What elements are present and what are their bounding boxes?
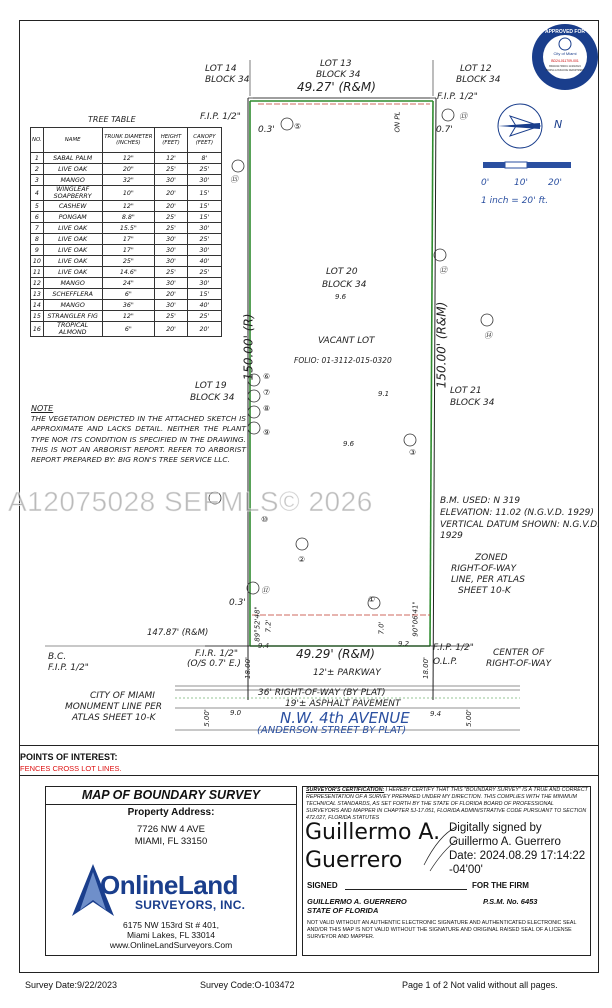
- tree-table-cell: 15': [187, 289, 221, 300]
- bm-used: B.M. USED: N 319: [440, 496, 521, 506]
- fip-bottom-right: F.I.P. 1/2": [433, 643, 474, 653]
- tree-table-cell: 10": [102, 186, 155, 201]
- signature-name-line2: Guerrero: [305, 848, 403, 873]
- tree-marker-2: ②: [298, 555, 306, 564]
- block-label: BLOCK 34: [322, 280, 367, 290]
- tree-table-cell: 36": [102, 300, 155, 311]
- tree-marker-6: ⑥: [263, 372, 271, 381]
- tree-table-header: NO.: [31, 128, 44, 153]
- left-dimension: 150.00' (R): [241, 313, 256, 381]
- tree-table-cell: 30': [187, 278, 221, 289]
- block-label: BLOCK 34: [450, 398, 495, 408]
- tree-table-cell: 25': [155, 212, 188, 223]
- survey-date: Survey Date:9/22/2023: [25, 980, 118, 990]
- tree-table-cell: 12: [31, 278, 44, 289]
- lot-20-label: LOT 20: [326, 267, 358, 277]
- tree-table-cell: 6": [102, 322, 155, 337]
- page-info: Page 1 of 2 Not valid without all pages.: [402, 980, 558, 990]
- note-body: THE VEGETATION DEPICTED IN THE ATTACHED SKETCH IS APPROXIMATE AND LACKS DETAIL. NEITHER THE PLANT TYPE NOR ITS CONDITION IS SPECIFIED IN THE DRAWING. THIS IS NOT AN ARBORIST REPORT. REFER TO ARBORIST REPORT PREPARED BY: BIG RON'S TREE SERVICE LLC.: [31, 414, 246, 465]
- tree-table-cell: 8: [31, 234, 44, 245]
- signature-name-line1: Guillermo A.: [305, 820, 441, 845]
- monument-label-2: MONUMENT LINE PER: [65, 702, 163, 712]
- tree-table-row: [31, 300, 222, 311]
- on-pl-label: ON PL: [393, 111, 402, 133]
- block-label: BLOCK 34: [205, 75, 250, 85]
- certification-title: SURVEYOR'S CERTIFICATION:: [306, 787, 385, 793]
- asphalt-label: 19'± ASPHALT PAVEMENT: [285, 699, 401, 709]
- dim-label: 7.2': [264, 619, 273, 633]
- tree-table-row: [31, 278, 222, 289]
- tree-table-title: TREE TABLE: [88, 115, 136, 124]
- tree-table-cell: LIVE OAK: [43, 234, 102, 245]
- center-row: CENTER OF: [493, 648, 545, 658]
- offset-label: 0.3': [258, 125, 275, 135]
- tree-table-cell: 17": [102, 245, 155, 256]
- psm-number: P.S.M. No. 6453: [483, 897, 538, 906]
- row-36-label: 36' RIGHT-OF-WAY (BY PLAT): [258, 688, 386, 698]
- parkway-label: 12'± PARKWAY: [313, 668, 381, 678]
- tree-marker-15: ⑮: [230, 175, 238, 184]
- tree-table-cell: 25': [187, 311, 221, 322]
- tree-table-cell: 30': [187, 245, 221, 256]
- row-line-label-3: SHEET 10-K: [458, 586, 511, 596]
- fip-top-left: F.I.P. 1/2": [200, 112, 241, 122]
- lot-13-label: LOT 13: [320, 59, 352, 69]
- tree-marker-8: ⑧: [263, 404, 271, 413]
- tree-table-cell: SCHEFFLERA: [43, 289, 102, 300]
- row-line-label-2: LINE, PER ATLAS: [451, 575, 525, 585]
- tree-table-cell: LIVE OAK: [43, 223, 102, 234]
- tree-table-cell: 6: [31, 212, 44, 223]
- dim-label: 18.00': [243, 657, 252, 679]
- tree-table-cell: 24": [102, 278, 155, 289]
- tree-table: [30, 127, 222, 337]
- dim-label: 5.00': [202, 709, 211, 727]
- digital-sign-4: -04'00': [449, 864, 483, 876]
- seal-line2: BD24011709001 11/29/2024: [549, 65, 581, 68]
- tree-table-cell: 8': [187, 153, 221, 164]
- tree-table-cell: 5: [31, 201, 44, 212]
- signature-line: [345, 889, 467, 890]
- tree-table-cell: 20": [102, 164, 155, 175]
- tree-table-cell: 15: [31, 311, 44, 322]
- tree-table-cell: 25': [155, 223, 188, 234]
- poi-title: POINTS OF INTEREST:: [20, 752, 118, 762]
- tree-table-cell: TROPICAL ALMOND: [43, 322, 102, 337]
- tree-marker-9: ⑨: [263, 428, 271, 437]
- tree-table-cell: 30': [155, 300, 188, 311]
- tree-table-cell: PONGAM: [43, 212, 102, 223]
- right-dimension: 150.00' (R&M): [434, 301, 449, 389]
- tree-table-cell: SABAL PALM: [43, 153, 102, 164]
- dim-14787: 147.87' (R&M): [147, 628, 209, 638]
- tree-table-cell: 40': [187, 256, 221, 267]
- tree-table-cell: 12": [102, 153, 155, 164]
- tree-table-cell: WINGLEAF SOAPBERRY: [43, 186, 102, 201]
- scale-20: 20': [548, 178, 562, 188]
- digital-sign-1: Digitally signed by: [449, 822, 542, 834]
- tree-marker-10: ⑩: [261, 515, 269, 524]
- company-addr2: Miami Lakes, FL 33014: [126, 930, 216, 940]
- tree-table-cell: 15': [187, 201, 221, 212]
- surveyor-name: GUILLERMO A. GUERRERO: [307, 897, 407, 906]
- tree-table-row: [31, 201, 222, 212]
- tree-table-cell: 14.6": [102, 267, 155, 278]
- center-row-2: RIGHT-OF-WAY: [486, 659, 552, 669]
- tree-table-cell: 32": [102, 175, 155, 186]
- tree-marker-5: ⑤: [294, 122, 302, 131]
- tree-table-cell: 4: [31, 186, 44, 201]
- property-line1: 7726 NW 4 AVE: [137, 824, 205, 835]
- poi-item: FENCES CROSS LOT LINES.: [20, 764, 122, 773]
- tree-table-cell: 20': [155, 186, 188, 201]
- outer-line-east: [433, 98, 436, 700]
- company-website[interactable]: www.OnlineLandSurveyors.Com: [109, 940, 233, 950]
- tree-marker-3: ③: [409, 448, 417, 457]
- elevation-mark: 9.2: [398, 640, 410, 648]
- tree-table-cell: LIVE OAK: [43, 267, 102, 278]
- olp-label: O.L.P.: [433, 657, 458, 667]
- tree-table-cell: 25': [155, 311, 188, 322]
- north-arrow: [498, 104, 542, 148]
- tree-table-cell: 16: [31, 322, 44, 337]
- tree-table-cell: 25': [187, 234, 221, 245]
- block-label: BLOCK 34: [316, 70, 361, 80]
- tree-table-cell: 20': [155, 322, 188, 337]
- seal-line3: ZONING & BUILDING DEPARTMENT: [545, 70, 585, 72]
- row-line-label: RIGHT-OF-WAY: [451, 564, 517, 574]
- disclaimer: NOT VALID WITHOUT AN AUTHENTIC ELECTRONIC SIGNATURE AND AUTHENTICATED ELECTRONIC SEAL AND/OR THIS MAP IS NOT VALID WITHOUT THE SIGNATURE AND ORIGINAL RAISED SEAL OF A LICENSE SURVEYOR AND MAPPER.: [307, 920, 577, 941]
- tree-table-row: [31, 186, 222, 201]
- dim-label: 7.0': [377, 621, 386, 635]
- signed-label: SIGNED: [307, 881, 338, 890]
- tree-table-cell: 20': [187, 322, 221, 337]
- certification-text: [306, 787, 588, 822]
- tree-table-cell: 17": [102, 234, 155, 245]
- scale-text: 1 inch = 20' ft.: [481, 196, 549, 206]
- tree-table-cell: 30': [155, 278, 188, 289]
- fip-top-right: F.I.P. 1/2": [437, 92, 478, 102]
- tree-table-cell: STRANGLER FIG: [43, 311, 102, 322]
- folio-label: FOLIO: 01-3112-015-0320: [294, 356, 392, 365]
- tree-table-cell: 30': [187, 223, 221, 234]
- tree-table-header: HEIGHT (FEET): [155, 128, 188, 153]
- tree-table-cell: 40': [187, 300, 221, 311]
- property-heading: Property Address:: [127, 807, 215, 818]
- fir-label: F.I.R. 1/2": [195, 649, 238, 659]
- elevation-mark: 9.6: [335, 293, 347, 301]
- scale-bar: [483, 162, 571, 168]
- elevation-mark: 9.1: [378, 390, 390, 398]
- digital-sign-2: Guillermo A. Guerrero: [449, 836, 561, 848]
- north-label: N: [554, 118, 563, 131]
- block-label: BLOCK 34: [456, 75, 501, 85]
- state-label: STATE OF FLORIDA: [307, 906, 379, 915]
- tree-marker-13: ⑬: [459, 112, 467, 121]
- seal-code: BD24-011709-001: [551, 59, 579, 63]
- dim-label: 5.00': [464, 709, 473, 727]
- tree-table-cell: 30': [155, 245, 188, 256]
- tree-table-cell: 13: [31, 289, 44, 300]
- tree-table-cell: 30': [155, 256, 188, 267]
- tree-marker-7: ⑦: [263, 388, 271, 397]
- tree-table-cell: 25': [155, 267, 188, 278]
- tree-table-cell: 1: [31, 153, 44, 164]
- elevation-mark: 9.4: [258, 642, 270, 650]
- tree-marker-1: ①: [368, 595, 376, 604]
- tree-table-cell: MANGO: [43, 278, 102, 289]
- company-addr1: 6175 NW 153rd St # 401,: [123, 920, 219, 930]
- tree-table-cell: LIVE OAK: [43, 256, 102, 267]
- seal-city: City of Miami: [553, 51, 577, 56]
- tree-table-cell: 30': [187, 175, 221, 186]
- street-name-2: (ANDERSON STREET BY PLAT): [257, 725, 407, 736]
- survey-code: Survey Code:O-103472: [200, 980, 295, 990]
- tree-table-cell: LIVE OAK: [43, 245, 102, 256]
- tree-marker-14: ⑭: [484, 331, 492, 340]
- tree-table-cell: 6": [102, 289, 155, 300]
- note-title: NOTE: [31, 404, 54, 413]
- tree-table-cell: 25': [155, 164, 188, 175]
- tree-table-row: [31, 245, 222, 256]
- street-name: N.W. 4th AVENUE: [280, 709, 410, 727]
- tree-table-row: [31, 322, 222, 337]
- bm-elevation: ELEVATION: 11.02 (N.G.V.D. 1929): [440, 508, 594, 518]
- map-title: MAP OF BOUNDARY SURVEY: [45, 788, 297, 805]
- lot-21-label: LOT 21: [450, 386, 482, 396]
- for-firm-label: FOR THE FIRM: [472, 881, 529, 890]
- tree-table-row: [31, 267, 222, 278]
- angle-left: 89°52'48": [253, 606, 262, 642]
- tree-table-cell: 15.5": [102, 223, 155, 234]
- tree-table-cell: 30': [155, 234, 188, 245]
- tree-table-cell: 10: [31, 256, 44, 267]
- signature-scribble: [420, 825, 460, 875]
- tree-table-row: [31, 223, 222, 234]
- bc-label: B.C.: [48, 652, 67, 662]
- vertical-datum-year: 1929: [440, 531, 463, 541]
- tree-table-row: [31, 234, 222, 245]
- tree-table-cell: 11: [31, 267, 44, 278]
- lot-12-label: LOT 12: [460, 64, 492, 74]
- certification-body: I HEREBY CERTIFY THAT THIS "BOUNDARY SURVEY" IS A TRUE AND CORRECT REPRESENTATION OF A SURVEY PREPARED UNDER MY DIRECTION. THIS COMPLIES WITH THE MINIMUM TECHNICAL STANDARDS, AS SET FORTH BY THE STATE OF FLORIDA BOARD OF PROFESSIONAL SURVEYORS AND MAPPER IN CHAPTER 5J-17.051, FLORIDA ADMINISTRATIVE CODE PURSUANT TO SECTION 472.027, FLORIDA STATUTES: [306, 787, 588, 821]
- tree-table-cell: 25': [187, 164, 221, 175]
- elevation-mark: 9.6: [343, 440, 355, 448]
- fir-label-2: (O/S 0.7' E.): [187, 659, 241, 669]
- tree-table-cell: 2: [31, 164, 44, 175]
- vertical-datum: VERTICAL DATUM SHOWN: N.G.V.D.: [440, 520, 601, 530]
- bottom-dimension: 49.29' (R&M): [296, 647, 375, 661]
- company-brand: OnlineLand: [100, 870, 238, 900]
- tree-table-row: [31, 256, 222, 267]
- tree-marker-11: ⑪: [261, 586, 269, 595]
- tree-table-cell: 3: [31, 175, 44, 186]
- elevation-mark: 9.0: [230, 709, 242, 717]
- monument-label: CITY OF MIAMI: [90, 691, 155, 701]
- tree-table-header: CANOPY (FEET): [187, 128, 221, 153]
- tree-table-row: [31, 212, 222, 223]
- offset-label: 0.3': [229, 598, 246, 608]
- tree-table-cell: CASHEW: [43, 201, 102, 212]
- mls-watermark: A12075028 SEFMLS© 2026: [8, 486, 373, 517]
- company-sub: SURVEYORS, INC.: [135, 898, 246, 912]
- tree-table-row: [31, 311, 222, 322]
- tree-table-cell: 9: [31, 245, 44, 256]
- block-label: BLOCK 34: [190, 393, 235, 403]
- zoned-label: ZONED: [475, 553, 508, 563]
- dim-label: 18.00': [421, 657, 430, 679]
- offset-label: 0.7': [436, 125, 453, 135]
- tree-table-row: [31, 289, 222, 300]
- tree-table-row: [31, 175, 222, 186]
- lot-19-label: LOT 19: [195, 381, 227, 391]
- tree-table-cell: 20': [155, 201, 188, 212]
- seal-ring-text: APPROVED FOR: [544, 29, 586, 35]
- tree-table-row: [31, 153, 222, 164]
- monument-label-3: ATLAS SHEET 10-K: [72, 713, 156, 723]
- tree-table-cell: 25": [102, 256, 155, 267]
- fip-bc: F.I.P. 1/2": [48, 663, 89, 673]
- tree-table-cell: 15': [187, 186, 221, 201]
- tree-table-header: TRUNK DIAMETER (INCHES): [102, 128, 155, 153]
- tree-table-cell: 15': [187, 212, 221, 223]
- digital-sign-3: Date: 2024.08.29 17:14:22: [449, 850, 586, 862]
- tree-table-cell: MANGO: [43, 175, 102, 186]
- lot-14-label: LOT 14: [205, 64, 237, 74]
- tree-table-cell: 12': [155, 153, 188, 164]
- lot-line-east: [430, 101, 433, 646]
- vacant-lot-label: VACANT LOT: [318, 336, 375, 346]
- tree-table-row: [31, 164, 222, 175]
- tree-table-cell: 25': [187, 267, 221, 278]
- tree-table-cell: 7: [31, 223, 44, 234]
- tree-table-cell: 12": [102, 201, 155, 212]
- scale-10: 10': [514, 178, 528, 188]
- tree-table-cell: 20': [155, 289, 188, 300]
- scale-0: 0': [481, 178, 490, 188]
- top-dimension: 49.27' (R&M): [297, 80, 376, 94]
- tree-table-cell: 14: [31, 300, 44, 311]
- tree-table-cell: 30': [155, 175, 188, 186]
- elevation-mark: 9.4: [430, 710, 442, 718]
- tree-table-cell: 12": [102, 311, 155, 322]
- angle-right: 90°06'41": [411, 601, 420, 637]
- tree-table-cell: MANGO: [43, 300, 102, 311]
- property-line2: MIAMI, FL 33150: [134, 836, 208, 847]
- tree-marker-12: ⑫: [439, 266, 447, 275]
- tree-table-cell: 8.8": [102, 212, 155, 223]
- tree-table-cell: LIVE OAK: [43, 164, 102, 175]
- tree-table-header: NAME: [43, 128, 102, 153]
